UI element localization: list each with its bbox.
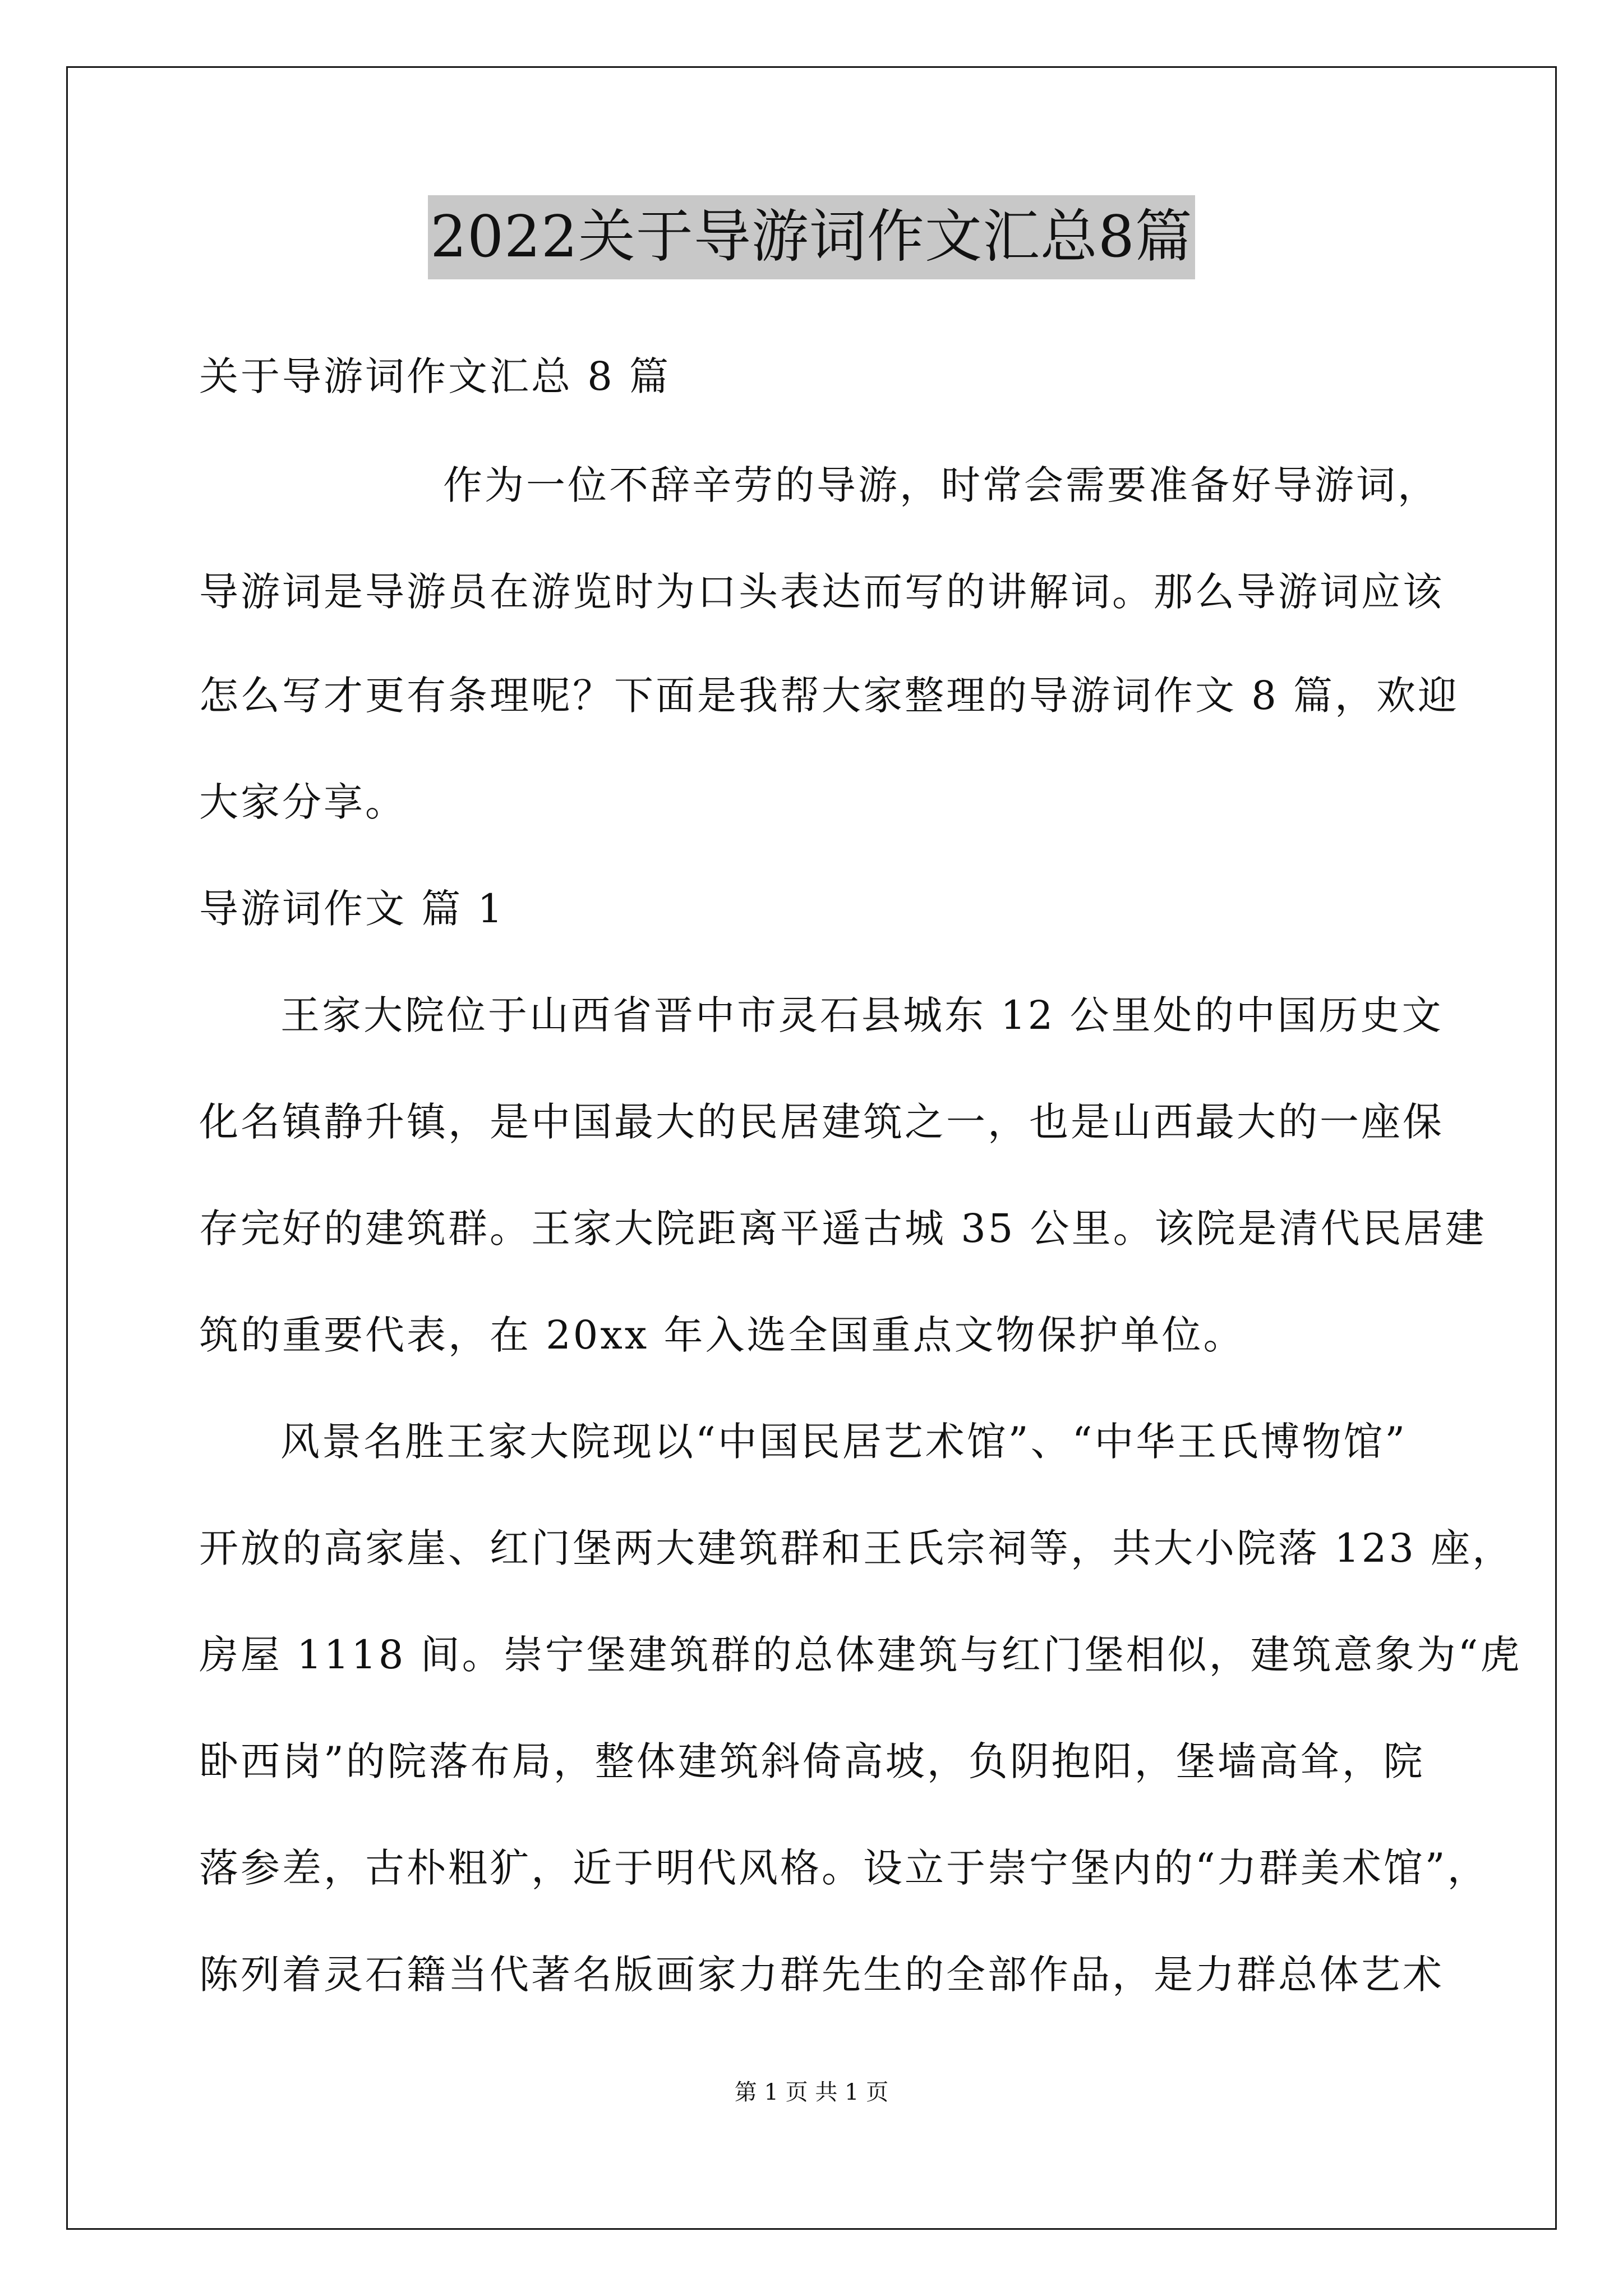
paragraph-line: 卧西岗”的院落布局，整体建筑斜倚高坡，负阴抱阳，堡墙高耸，院 [199, 1738, 1425, 1784]
paragraph-line: 落参差，古朴粗犷，近于明代风格。设立于崇宁堡内的“力群美术馆”， [199, 1845, 1489, 1891]
paragraph-line: 王家大院位于山西省晋中市灵石县城东 12 公里处的中国历史文 [280, 992, 1444, 1038]
section-heading: 导游词作文 篇 1 [199, 886, 505, 932]
paragraph-line: 化名镇静升镇，是中国最大的民居建筑之一，也是山西最大的一座保 [199, 1099, 1444, 1145]
title-container [0, 195, 1623, 279]
paragraph-line: 导游词是导游员在游览时为口头表达而写的讲解词。那么导游词应该 [199, 569, 1444, 615]
paragraph-line: 筑的重要代表，在 20xx 年入选全国重点文物保护单位。 [199, 1312, 1245, 1358]
document-title: 2022关于导游词作文汇总8篇 [428, 195, 1195, 279]
paragraph-line: 风景名胜王家大院现以“中国民居艺术馆”、“中华王氏博物馆” [280, 1419, 1408, 1465]
paragraph-line: 大家分享。 [199, 779, 407, 825]
paragraph-line: 房屋 1118 间。崇宁堡建筑群的总体建筑与红门堡相似，建筑意象为“虎 [199, 1632, 1522, 1678]
subtitle-line: 关于导游词作文汇总 8 篇 [199, 353, 671, 399]
page-footer: 第 1 页 共 1 页 [734, 2079, 889, 2105]
paragraph-line: 开放的高家崖、红门堡两大建筑群和王氏宗祠等，共大小院落 123 座， [199, 1525, 1514, 1571]
paragraph-line: 怎么写才更有条理呢？下面是我帮大家整理的导游词作文 8 篇，欢迎 [199, 673, 1460, 719]
paragraph-line: 存完好的建筑群。王家大院距离平遥古城 35 公里。该院是清代民居建 [199, 1205, 1487, 1251]
paragraph-line: 陈列着灵石籍当代著名版画家力群先生的全部作品，是力群总体艺术 [199, 1952, 1444, 1998]
paragraph-line: 作为一位不辞辛劳的导游，时常会需要准备好导游词， [443, 462, 1439, 508]
